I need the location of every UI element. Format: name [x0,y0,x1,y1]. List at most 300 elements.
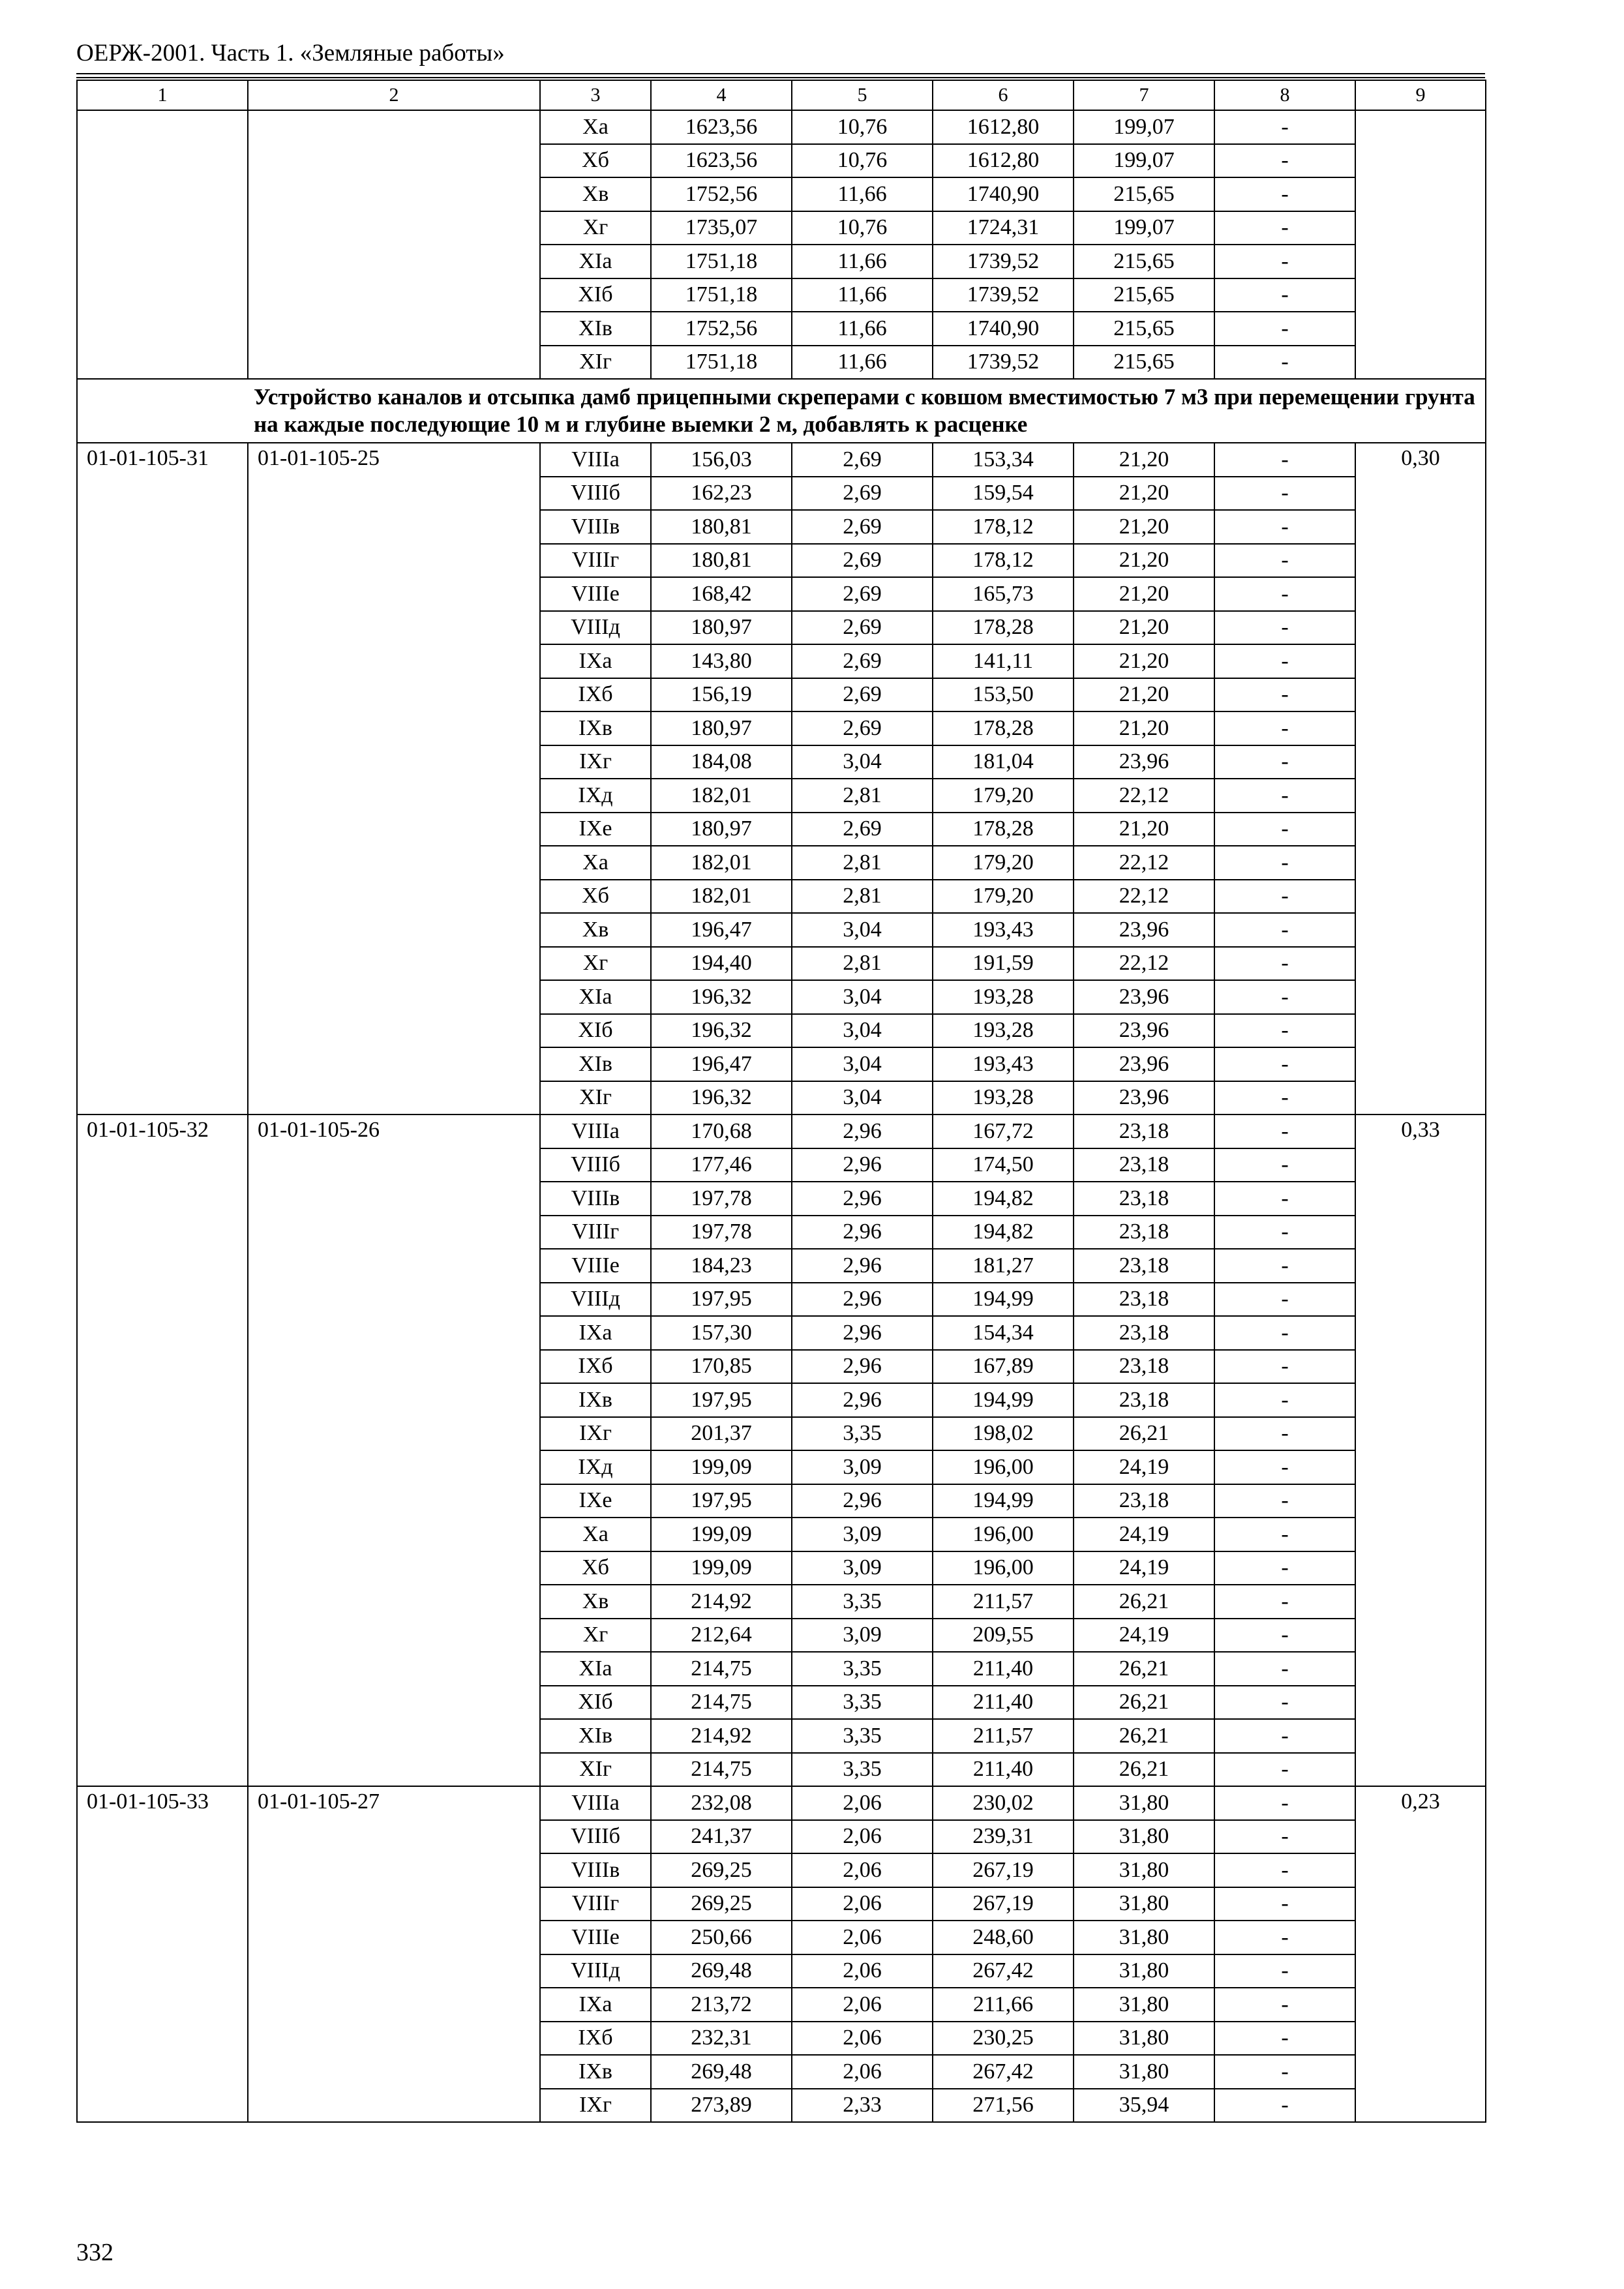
col7-cell: 23,96 [1074,745,1214,779]
col8-cell: - [1214,980,1355,1014]
col5-cell: 2,96 [792,1148,933,1182]
col8-cell: - [1214,1853,1355,1887]
col4-cell: 269,48 [651,1954,792,1988]
col7-cell: 24,19 [1074,1619,1214,1653]
col5-cell: 2,69 [792,813,933,846]
col6-cell: 211,57 [933,1585,1074,1619]
rate-code: 01-01-105-31 [77,443,248,1115]
col6-cell: 239,31 [933,1820,1074,1854]
col7-cell: 23,96 [1074,1081,1214,1115]
column-number-8: 8 [1214,80,1355,110]
col4-cell: 213,72 [651,1988,792,2022]
col4-cell: 177,46 [651,1148,792,1182]
col6-cell: 248,60 [933,1921,1074,1954]
col4-cell: 269,25 [651,1853,792,1887]
col6-cell: 267,19 [933,1853,1074,1887]
col7-cell: 23,18 [1074,1182,1214,1216]
col4-cell: 156,03 [651,443,792,477]
col5-cell: 3,04 [792,1081,933,1115]
soil-group-cell: XIа [540,245,651,278]
col4-cell: 212,64 [651,1619,792,1653]
col7-cell: 31,80 [1074,2022,1214,2056]
col6-cell: 211,40 [933,1652,1074,1686]
col8-cell: - [1214,1283,1355,1317]
col7-cell: 26,21 [1074,1652,1214,1686]
table-body [77,110,1486,2122]
col8-cell: - [1214,477,1355,511]
col4-cell: 156,19 [651,678,792,712]
col5-cell: 2,06 [792,2055,933,2089]
column-number-5: 5 [792,80,933,110]
soil-group-cell: IXв [540,1383,651,1417]
soil-group-cell: VIIIб [540,1820,651,1854]
col6-cell: 153,50 [933,678,1074,712]
col5-cell: 2,96 [792,1216,933,1249]
coefficient-value: 0,33 [1355,1115,1486,1786]
col7-cell: 22,12 [1074,880,1214,914]
col7-cell: 31,80 [1074,1921,1214,1954]
col8-cell: - [1214,2089,1355,2123]
col4-cell: 180,97 [651,611,792,645]
soil-group-cell: VIIIе [540,1921,651,1954]
col4-cell: 214,75 [651,1652,792,1686]
soil-group-cell: XIв [540,1719,651,1753]
col5-cell: 2,96 [792,1484,933,1518]
col5-cell: 2,69 [792,510,933,544]
soil-group-cell: VIIIв [540,1853,651,1887]
soil-group-cell: XIг [540,346,651,380]
col8-cell: - [1214,110,1355,144]
col8-cell: - [1214,443,1355,477]
col8-cell: - [1214,346,1355,380]
col5-cell: 2,06 [792,1887,933,1921]
col5-cell: 2,81 [792,947,933,981]
col5-cell: 2,96 [792,1283,933,1317]
col4-cell: 197,95 [651,1283,792,1317]
col4-cell: 197,95 [651,1383,792,1417]
soil-group-cell: XIб [540,1686,651,1720]
table-row [77,1115,1486,1148]
col5-cell: 3,35 [792,1753,933,1787]
col7-cell: 199,07 [1074,144,1214,178]
col5-cell: 3,04 [792,980,933,1014]
col4-cell: 182,01 [651,779,792,813]
col4-cell: 214,92 [651,1719,792,1753]
col4-cell: 196,32 [651,1014,792,1048]
soil-group-cell: VIIIд [540,611,651,645]
document-header: ОЕРЖ-2001. Часть 1. «Земляные работы» [76,40,505,67]
col5-cell: 3,04 [792,1047,933,1081]
col8-cell: - [1214,1988,1355,2022]
col7-cell: 23,96 [1074,980,1214,1014]
soil-group-cell: XIб [540,1014,651,1048]
col4-cell: 269,48 [651,2055,792,2089]
soil-group-cell: VIIIа [540,1786,651,1820]
column-number-6: 6 [933,80,1074,110]
col8-cell: - [1214,1047,1355,1081]
col8-cell: - [1214,1484,1355,1518]
col6-cell: 194,99 [933,1383,1074,1417]
section-title: Устройство каналов и отсыпка дамб прицепными скреперами с ковшом вместимостью 7 м3 при перемещении грунта на каждые последующие 10 м и глубине выемки 2 м, добавлять к расценке [77,379,1486,443]
col5-cell: 11,66 [792,312,933,346]
col5-cell: 2,96 [792,1182,933,1216]
col6-cell: 1739,52 [933,245,1074,278]
col5-cell: 2,81 [792,779,933,813]
soil-group-cell: IXд [540,779,651,813]
col7-cell: 24,19 [1074,1551,1214,1585]
col5-cell: 2,06 [792,1954,933,1988]
col6-cell: 211,40 [933,1753,1074,1787]
col4-cell: 1751,18 [651,346,792,380]
col7-cell: 26,21 [1074,1753,1214,1787]
base-code-cell-empty [248,110,540,379]
col8-cell: - [1214,678,1355,712]
soil-group-cell: XIа [540,1652,651,1686]
col8-cell: - [1214,1921,1355,1954]
col6-cell: 193,43 [933,913,1074,947]
col8-cell: - [1214,177,1355,211]
col4-cell: 201,37 [651,1417,792,1451]
col8-cell: - [1214,745,1355,779]
col5-cell: 3,09 [792,1551,933,1585]
col7-cell: 199,07 [1074,110,1214,144]
soil-group-cell: VIIIд [540,1954,651,1988]
soil-group-cell: Xг [540,1619,651,1653]
soil-group-cell: Xа [540,110,651,144]
col5-cell: 2,69 [792,544,933,578]
col5-cell: 2,69 [792,678,933,712]
base-rate-code: 01-01-105-26 [248,1115,540,1786]
col8-cell: - [1214,1383,1355,1417]
column-number-4: 4 [651,80,792,110]
col6-cell: 1724,31 [933,211,1074,245]
col8-cell: - [1214,211,1355,245]
col6-cell: 1739,52 [933,346,1074,380]
rates-table [76,80,1486,2123]
col4-cell: 196,32 [651,1081,792,1115]
col7-cell: 26,21 [1074,1585,1214,1619]
col4-cell: 232,31 [651,2022,792,2056]
col6-cell: 271,56 [933,2089,1074,2123]
soil-group-cell: Xб [540,144,651,178]
col6-cell: 178,12 [933,544,1074,578]
col6-cell: 194,82 [933,1216,1074,1249]
col7-cell: 31,80 [1074,1786,1214,1820]
col7-cell: 23,18 [1074,1484,1214,1518]
col4-cell: 170,68 [651,1115,792,1148]
col5-cell: 10,76 [792,110,933,144]
soil-group-cell: VIIIг [540,544,651,578]
col8-cell: - [1214,1350,1355,1384]
col4-cell: 214,92 [651,1585,792,1619]
col4-cell: 1751,18 [651,245,792,278]
col4-cell: 199,09 [651,1450,792,1484]
table-row [77,443,1486,477]
col7-cell: 31,80 [1074,2055,1214,2089]
col5-cell: 2,81 [792,846,933,880]
col8-cell: - [1214,1619,1355,1653]
col6-cell: 211,57 [933,1719,1074,1753]
soil-group-cell: XIг [540,1081,651,1115]
col7-cell: 21,20 [1074,510,1214,544]
col8-cell: - [1214,577,1355,611]
col6-cell: 267,42 [933,2055,1074,2089]
col8-cell: - [1214,1652,1355,1686]
page-number: 332 [76,2239,113,2266]
col7-cell: 215,65 [1074,278,1214,312]
col7-cell: 215,65 [1074,177,1214,211]
col4-cell: 1623,56 [651,110,792,144]
col4-cell: 197,78 [651,1182,792,1216]
col8-cell: - [1214,312,1355,346]
col5-cell: 2,96 [792,1350,933,1384]
col7-cell: 23,18 [1074,1383,1214,1417]
rate-code: 01-01-105-32 [77,1115,248,1786]
col8-cell: - [1214,510,1355,544]
col5-cell: 2,69 [792,577,933,611]
col5-cell: 2,33 [792,2089,933,2123]
col8-cell: - [1214,245,1355,278]
col4-cell: 157,30 [651,1316,792,1350]
col8-cell: - [1214,947,1355,981]
col6-cell: 181,04 [933,745,1074,779]
col8-cell: - [1214,611,1355,645]
col7-cell: 31,80 [1074,1988,1214,2022]
soil-group-cell: VIIIг [540,1216,651,1249]
col6-cell: 267,19 [933,1887,1074,1921]
col5-cell: 2,06 [792,1786,933,1820]
soil-group-cell: VIIIг [540,1887,651,1921]
col5-cell: 2,81 [792,880,933,914]
col6-cell: 209,55 [933,1619,1074,1653]
col7-cell: 26,21 [1074,1719,1214,1753]
soil-group-cell: IXв [540,2055,651,2089]
col7-cell: 21,20 [1074,644,1214,678]
coefficient-value: 0,23 [1355,1786,1486,2122]
col6-cell: 193,28 [933,1081,1074,1115]
col8-cell: - [1214,1115,1355,1148]
col5-cell: 3,09 [792,1619,933,1653]
col7-cell: 21,20 [1074,443,1214,477]
soil-group-cell: VIIIд [540,1283,651,1317]
col7-cell: 21,20 [1074,813,1214,846]
base-rate-code: 01-01-105-25 [248,443,540,1115]
col7-cell: 23,18 [1074,1350,1214,1384]
soil-group-cell: VIIIб [540,477,651,511]
col7-cell: 215,65 [1074,245,1214,278]
col5-cell: 3,04 [792,745,933,779]
col8-cell: - [1214,1820,1355,1854]
col6-cell: 178,28 [933,711,1074,745]
col4-cell: 1752,56 [651,312,792,346]
col6-cell: 191,59 [933,947,1074,981]
soil-group-cell: IXг [540,1417,651,1451]
col8-cell: - [1214,1216,1355,1249]
soil-group-cell: Xв [540,1585,651,1619]
col6-cell: 153,34 [933,443,1074,477]
col6-cell: 178,28 [933,813,1074,846]
coefficient-value: 0,30 [1355,443,1486,1115]
col5-cell: 3,35 [792,1686,933,1720]
column-number-7: 7 [1074,80,1214,110]
col4-cell: 241,37 [651,1820,792,1854]
col5-cell: 2,06 [792,2022,933,2056]
col6-cell: 194,99 [933,1484,1074,1518]
col5-cell: 2,69 [792,443,933,477]
col4-cell: 269,25 [651,1887,792,1921]
col4-cell: 180,81 [651,544,792,578]
col5-cell: 2,69 [792,611,933,645]
soil-group-cell: VIIIе [540,577,651,611]
soil-group-cell: Xа [540,846,651,880]
col6-cell: 179,20 [933,779,1074,813]
col4-cell: 180,97 [651,813,792,846]
soil-group-cell: IXе [540,1484,651,1518]
col5-cell: 2,69 [792,477,933,511]
col5-cell: 2,69 [792,644,933,678]
soil-group-cell: Xв [540,913,651,947]
col7-cell: 26,21 [1074,1686,1214,1720]
soil-group-cell: Xг [540,947,651,981]
col8-cell: - [1214,1450,1355,1484]
col4-cell: 1735,07 [651,211,792,245]
col6-cell: 1612,80 [933,144,1074,178]
col6-cell: 194,82 [933,1182,1074,1216]
col7-cell: 24,19 [1074,1450,1214,1484]
col7-cell: 23,18 [1074,1283,1214,1317]
soil-group-cell: Xа [540,1518,651,1551]
col7-cell: 23,18 [1074,1115,1214,1148]
col6-cell: 230,25 [933,2022,1074,2056]
col4-cell: 250,66 [651,1921,792,1954]
col7-cell: 35,94 [1074,2089,1214,2123]
soil-group-cell: IXв [540,711,651,745]
section-title-row [77,379,1486,443]
col7-cell: 23,96 [1074,1014,1214,1048]
soil-group-cell: IXе [540,813,651,846]
col6-cell: 154,34 [933,1316,1074,1350]
soil-group-cell: IXг [540,2089,651,2123]
col4-cell: 1751,18 [651,278,792,312]
col6-cell: 178,12 [933,510,1074,544]
soil-group-cell: Xв [540,177,651,211]
code-cell-empty [77,110,248,379]
soil-group-cell: XIв [540,1047,651,1081]
col4-cell: 182,01 [651,880,792,914]
col8-cell: - [1214,880,1355,914]
soil-group-cell: VIIIа [540,1115,651,1148]
col6-cell: 196,00 [933,1551,1074,1585]
col4-cell: 182,01 [651,846,792,880]
soil-group-cell: IXа [540,1988,651,2022]
col5-cell: 2,96 [792,1316,933,1350]
soil-group-cell: XIв [540,312,651,346]
soil-group-cell: IXд [540,1450,651,1484]
col7-cell: 31,80 [1074,1887,1214,1921]
col8-cell: - [1214,1585,1355,1619]
soil-group-cell: Xб [540,880,651,914]
col5-cell: 3,35 [792,1417,933,1451]
soil-group-cell: XIг [540,1753,651,1787]
col4-cell: 1752,56 [651,177,792,211]
col5-cell: 10,76 [792,211,933,245]
soil-group-cell: VIIIв [540,510,651,544]
col6-cell: 165,73 [933,577,1074,611]
col7-cell: 21,20 [1074,577,1214,611]
col8-cell: - [1214,1551,1355,1585]
col8-cell: - [1214,1686,1355,1720]
col8-cell: - [1214,1081,1355,1115]
col7-cell: 31,80 [1074,1954,1214,1988]
col6-cell: 196,00 [933,1518,1074,1551]
col8-cell: - [1214,1719,1355,1753]
header-rule [76,77,1485,78]
col5-cell: 3,35 [792,1719,933,1753]
col4-cell: 170,85 [651,1350,792,1384]
soil-group-cell: VIIIб [540,1148,651,1182]
col5-cell: 2,96 [792,1115,933,1148]
col7-cell: 24,19 [1074,1518,1214,1551]
column-number-3: 3 [540,80,651,110]
col7-cell: 21,20 [1074,544,1214,578]
col7-cell: 23,18 [1074,1148,1214,1182]
col6-cell: 174,50 [933,1148,1074,1182]
col8-cell: - [1214,1249,1355,1283]
col8-cell: - [1214,913,1355,947]
col4-cell: 197,95 [651,1484,792,1518]
col5-cell: 3,35 [792,1652,933,1686]
col5-cell: 2,06 [792,1820,933,1854]
column-number-row [77,80,1486,110]
col8-cell: - [1214,1316,1355,1350]
col5-cell: 11,66 [792,177,933,211]
col8-cell: - [1214,278,1355,312]
col7-cell: 23,18 [1074,1316,1214,1350]
col6-cell: 196,00 [933,1450,1074,1484]
col7-cell: 215,65 [1074,312,1214,346]
col5-cell: 2,69 [792,711,933,745]
col5-cell: 11,66 [792,245,933,278]
column-number-2: 2 [248,80,540,110]
col6-cell: 141,11 [933,644,1074,678]
col4-cell: 197,78 [651,1216,792,1249]
col8-cell: - [1214,1954,1355,1988]
col6-cell: 1740,90 [933,177,1074,211]
col4-cell: 199,09 [651,1518,792,1551]
col8-cell: - [1214,2022,1355,2056]
col6-cell: 198,02 [933,1417,1074,1451]
col4-cell: 214,75 [651,1753,792,1787]
col6-cell: 181,27 [933,1249,1074,1283]
col8-cell: - [1214,846,1355,880]
col5-cell: 2,96 [792,1249,933,1283]
col5-cell: 3,35 [792,1585,933,1619]
col7-cell: 199,07 [1074,211,1214,245]
col7-cell: 21,20 [1074,611,1214,645]
col8-cell: - [1214,1887,1355,1921]
col6-cell: 230,02 [933,1786,1074,1820]
coefficient-cell-empty [1355,110,1486,379]
col4-cell: 1623,56 [651,144,792,178]
col7-cell: 31,80 [1074,1820,1214,1854]
col5-cell: 2,06 [792,1921,933,1954]
col8-cell: - [1214,1014,1355,1048]
soil-group-cell: IXб [540,2022,651,2056]
base-rate-code: 01-01-105-27 [248,1786,540,2122]
col5-cell: 11,66 [792,346,933,380]
col8-cell: - [1214,779,1355,813]
col8-cell: - [1214,544,1355,578]
